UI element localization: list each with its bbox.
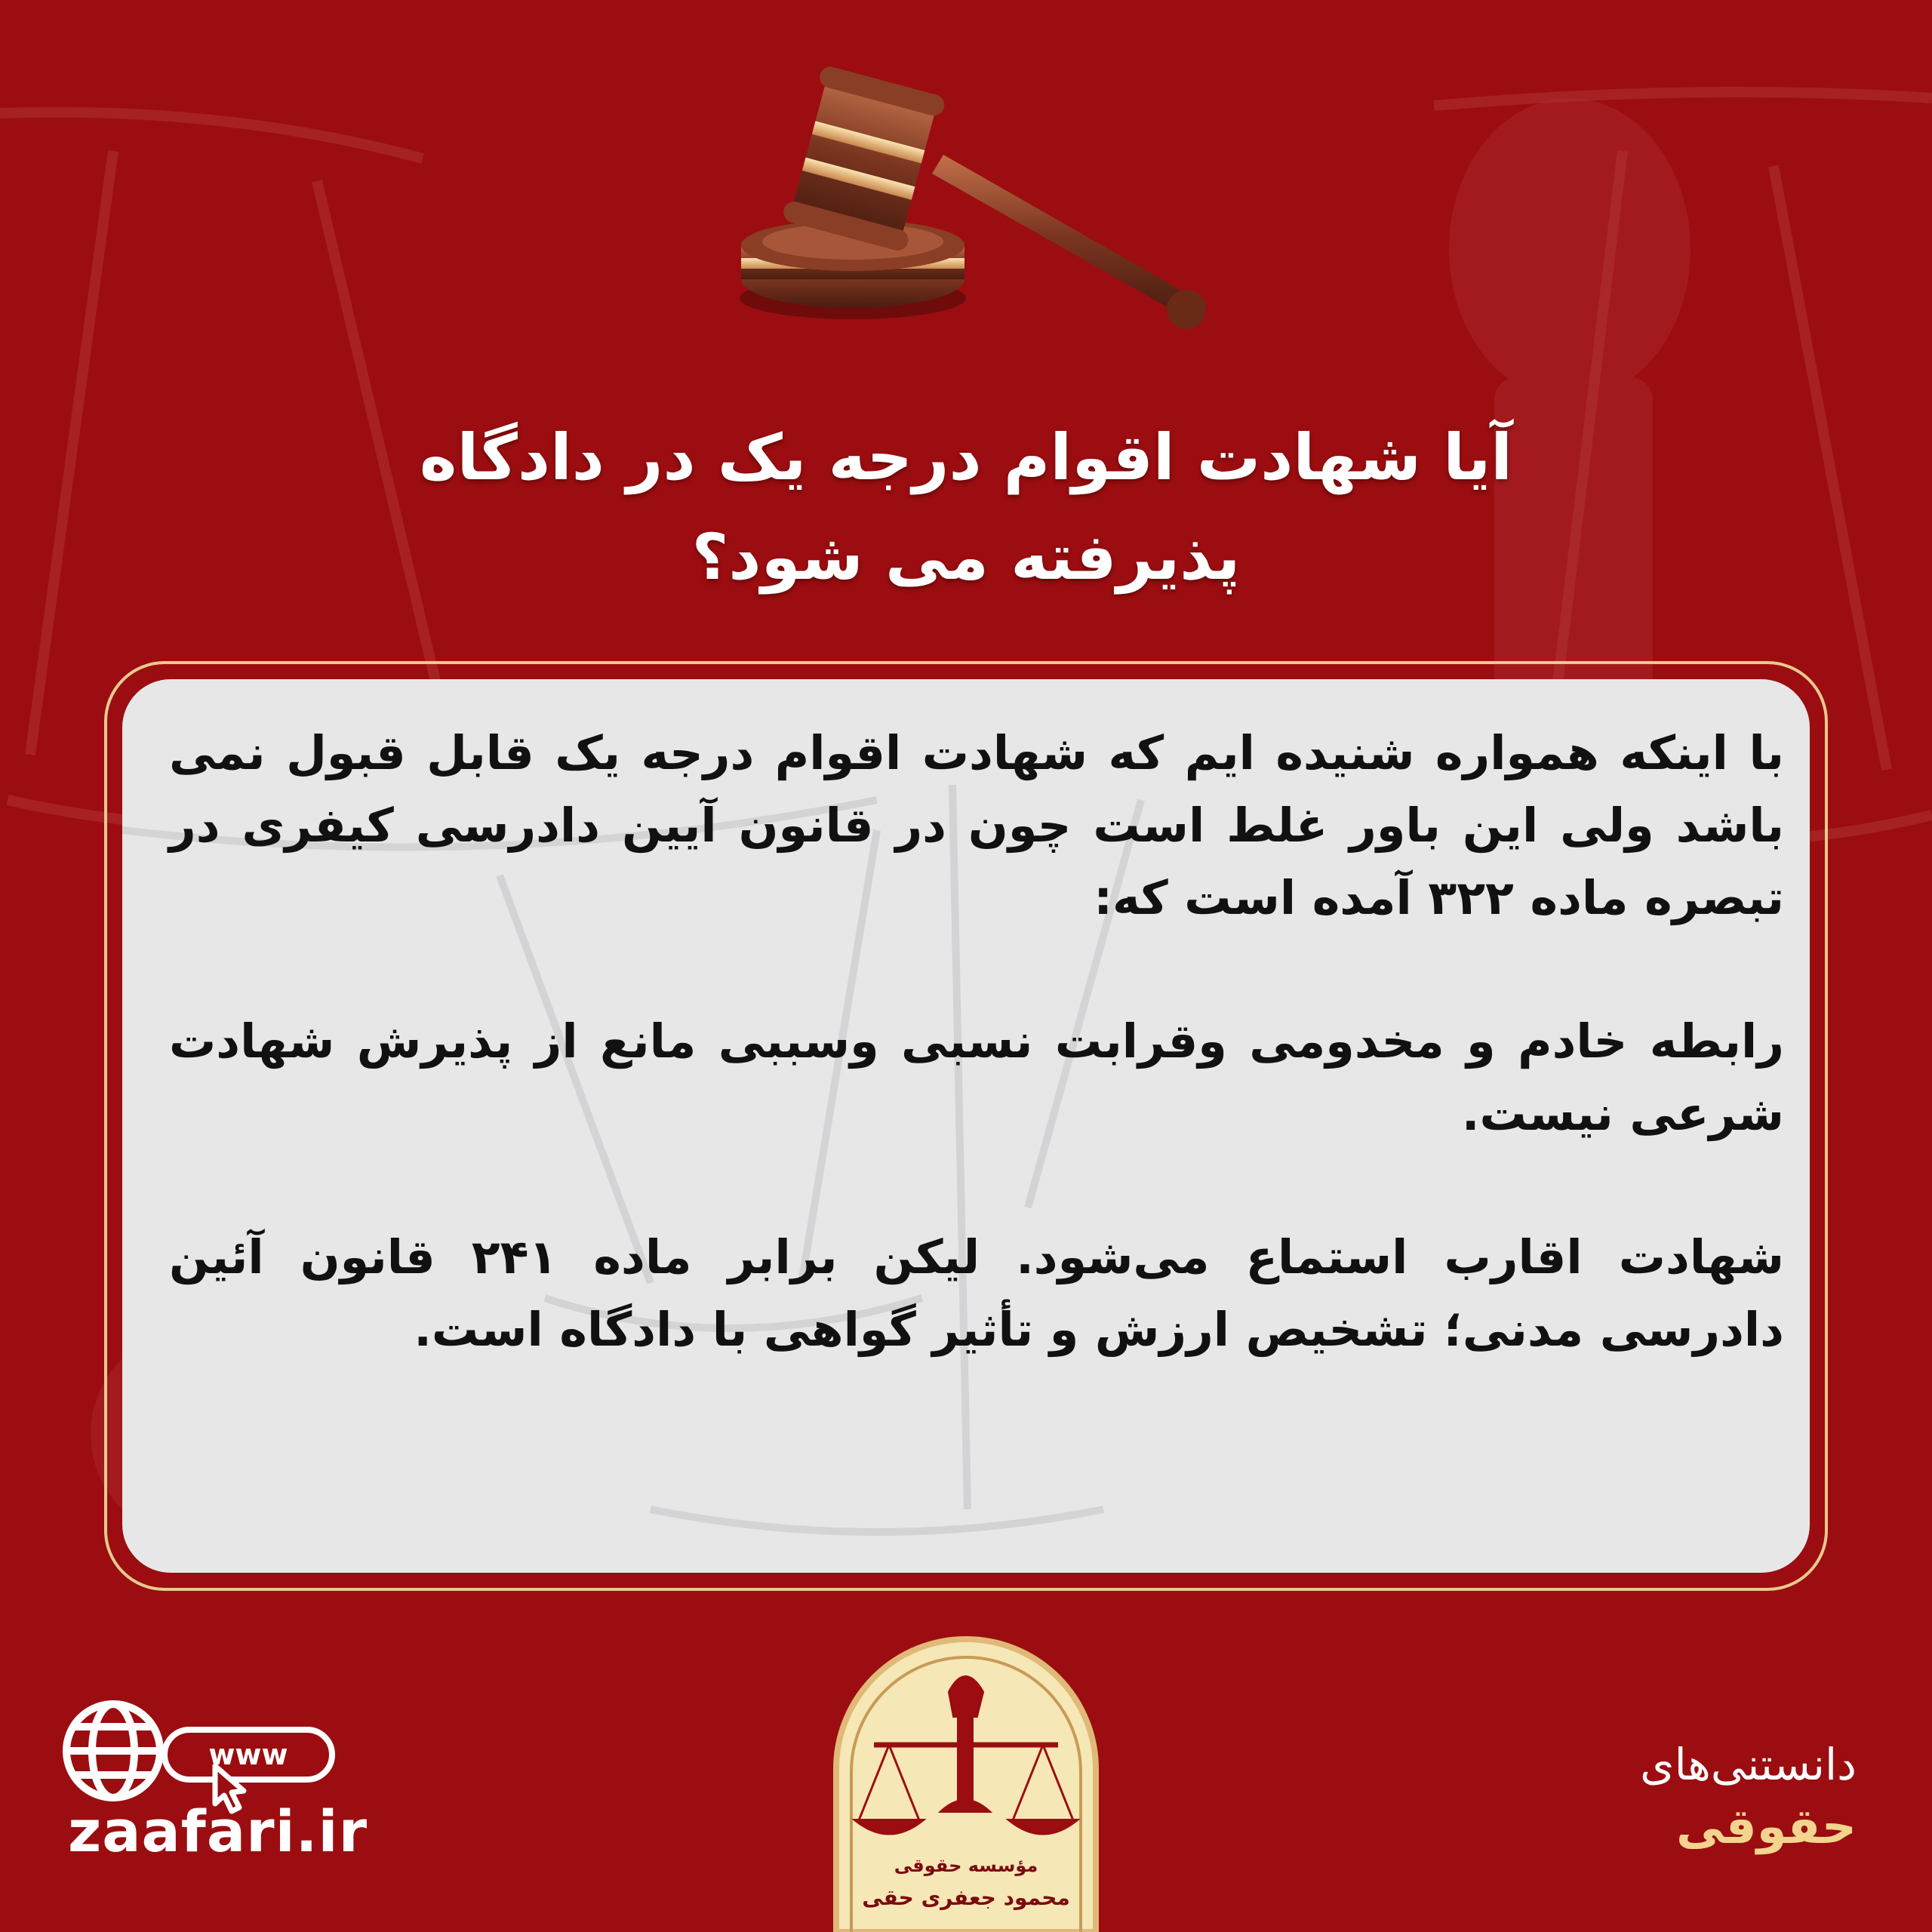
paragraph: با اینکه همواره شنیده ایم که شهادت اقوام درجه یک قابل قبول نمی باشد ولی این باور غلط است چون در قانون آیین دادرسی کیفری در تبصره ماده ۳۲۲ آمده است که: [169,725,1784,925]
title-line-1: آیا شهادت اقوام درجه یک در دادگاه [419,420,1513,494]
seal-logo [829,1632,1103,1932]
title-line-2: پذیرفته می شود؟ [691,520,1241,594]
paragraph: شهادت اقارب استماع می‌شود. لیکن برابر ماده ۲۴۱ قانون آئین دادرسی مدنی؛ تشخیص ارزش و تأثیر گواهی با دادگاه است. [169,1229,1784,1357]
series-label [1640,1736,1857,1861]
content-card [122,679,1810,1573]
www-text: www [208,1738,288,1771]
globe-icon [66,1704,160,1798]
page-title [151,408,1781,607]
seal-top-text: مؤسسه حقوقی [894,1855,1038,1876]
paragraph: رابطه خادم و مخدومی وقرابت نسبی وسببی مانع از پذیرش شهادت شرعی نیست. [169,1014,1784,1141]
series-line-2: حقوقی [1676,1799,1857,1855]
gavel-icon [724,60,1215,332]
website-url[interactable]: zaafari.ir [68,1798,368,1865]
series-line-1: دانستنی‌های [1640,1739,1857,1790]
seal-bottom-text: محمود جعفری حقی [862,1885,1070,1910]
